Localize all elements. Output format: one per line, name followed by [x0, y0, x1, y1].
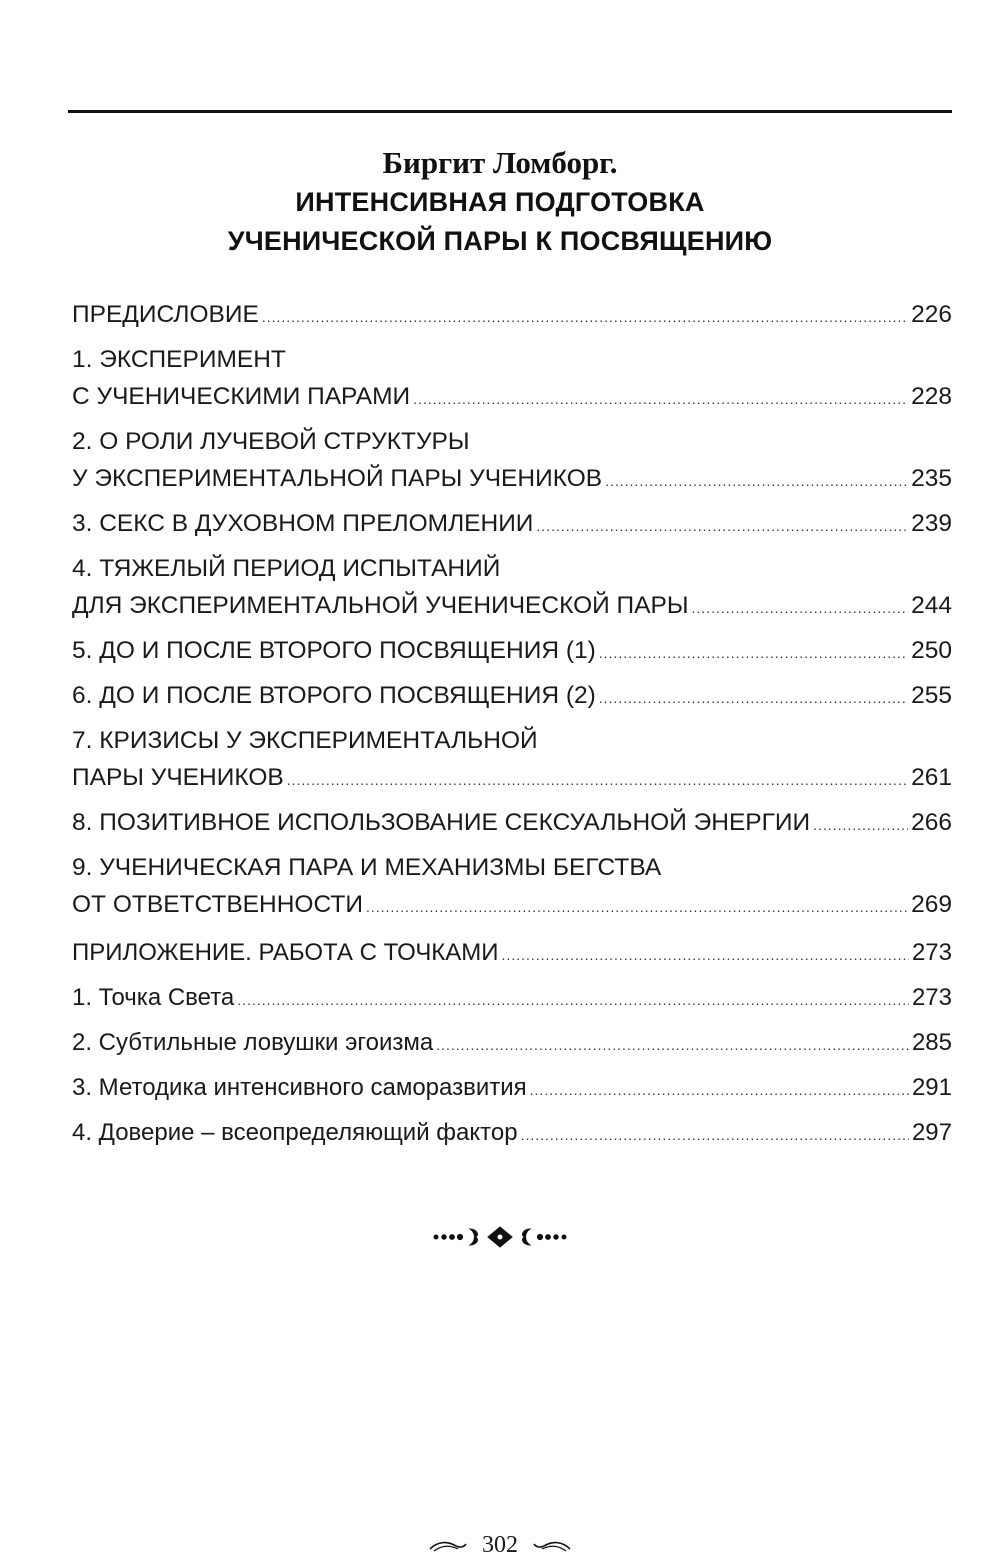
dot-leader	[605, 463, 908, 500]
toc-entry-page-number: 273	[911, 984, 952, 1011]
toc-entry[interactable]	[72, 341, 952, 418]
toc-entry[interactable]	[72, 979, 952, 1019]
toc-entry-page-number: 226	[911, 301, 952, 328]
toc-entry-title: ПРЕДИСЛОВИЕ	[72, 301, 259, 328]
dot-leader	[599, 635, 908, 672]
dot-leader	[436, 1027, 909, 1064]
toc-entry-page-number: 269	[911, 891, 952, 918]
toc-entry-title-first-line: 7. КРИЗИСЫ У ЭКСПЕРИМЕНТАЛЬНОЙ	[72, 727, 538, 754]
swirl-left-icon	[428, 1537, 468, 1555]
toc-entry-title: 1. Точка Света	[72, 984, 235, 1011]
toc-entry-line	[72, 587, 952, 627]
dot-leader	[366, 889, 908, 926]
toc-entry[interactable]	[72, 1069, 952, 1109]
toc-entry-page-number: 244	[911, 592, 952, 619]
toc-entry[interactable]	[72, 550, 952, 627]
toc-entry[interactable]	[72, 722, 952, 799]
toc-entry-title: ПРИЛОЖЕНИЕ. РАБОТА С ТОЧКАМИ	[72, 939, 499, 966]
toc-entry-line	[72, 886, 952, 926]
toc-entry-title-first-line: 2. О РОЛИ ЛУЧЕВОЙ СТРУКТУРЫ	[72, 428, 470, 455]
swirl-right-icon	[532, 1537, 572, 1555]
toc-entry[interactable]	[72, 677, 952, 717]
toc-entry[interactable]	[72, 934, 952, 974]
toc-entry[interactable]	[72, 1024, 952, 1064]
toc-entry-page-number: 255	[911, 682, 952, 709]
toc-entry-line	[72, 979, 952, 1019]
toc-entry-title-first-line: 1. ЭКСПЕРИМЕНТ	[72, 346, 286, 373]
toc-entry-page-number: 261	[911, 764, 952, 791]
toc-entry-page-number: 228	[911, 383, 952, 410]
table-of-contents	[72, 296, 952, 931]
toc-entry-title: У ЭКСПЕРИМЕНТАЛЬНОЙ ПАРЫ УЧЕНИКОВ	[72, 465, 603, 492]
toc-entry-title: ДЛЯ ЭКСПЕРИМЕНТАЛЬНОЙ УЧЕНИЧЕСКОЙ ПАРЫ	[72, 592, 689, 619]
dot-leader	[536, 508, 908, 545]
dot-leader	[530, 1072, 909, 1109]
toc-entry-line	[72, 1069, 952, 1109]
toc-entry-line	[72, 460, 952, 500]
toc-entry-title: С УЧЕНИЧЕСКИМИ ПАРАМИ	[72, 383, 411, 410]
dot-leader	[599, 680, 908, 717]
author-name: Биргит Ломборг.	[382, 145, 618, 180]
page-footer	[0, 1530, 1000, 1560]
toc-entry-title: 8. ПОЗИТИВНОЕ ИСПОЛЬЗОВАНИЕ СЕКСУАЛЬНОЙ ЭНЕРГИИ	[72, 809, 811, 836]
decorative-divider-icon	[0, 1224, 1000, 1250]
appendix-contents	[72, 934, 952, 1159]
toc-entry[interactable]	[72, 296, 952, 336]
toc-entry-title-first-line: 4. ТЯЖЕЛЫЙ ПЕРИОД ИСПЫТАНИЙ	[72, 555, 501, 582]
toc-entry-page-number: 250	[911, 637, 952, 664]
toc-entry-title: 4. Доверие – всеопределяющий фактор	[72, 1119, 518, 1146]
toc-entry-page-number: 266	[911, 809, 952, 836]
page-number: 302	[482, 1532, 518, 1558]
toc-entry[interactable]	[72, 505, 952, 545]
toc-entry-title: 3. Методика интенсивного саморазвития	[72, 1074, 527, 1101]
toc-entry-line	[72, 632, 952, 672]
toc-entry-title: 5. ДО И ПОСЛЕ ВТОРОГО ПОСВЯЩЕНИЯ (1)	[72, 637, 596, 664]
toc-entry-page-number: 285	[911, 1029, 952, 1056]
toc-entry[interactable]	[72, 1114, 952, 1154]
toc-entry[interactable]	[72, 804, 952, 844]
toc-entry-line	[72, 934, 952, 974]
toc-entry-title: 6. ДО И ПОСЛЕ ВТОРОГО ПОСВЯЩЕНИЯ (2)	[72, 682, 596, 709]
toc-entry[interactable]	[72, 632, 952, 672]
section-title-line-1: ИНТЕНСИВНАЯ ПОДГОТОВКА	[295, 187, 705, 217]
toc-entry-line	[72, 804, 952, 844]
toc-entry-line	[72, 296, 952, 336]
toc-entry-line	[72, 677, 952, 717]
section-title-line-2: УЧЕНИЧЕСКОЙ ПАРЫ К ПОСВЯЩЕНИЮ	[227, 226, 773, 256]
toc-entry-page-number: 297	[911, 1119, 952, 1146]
dot-leader	[692, 590, 909, 627]
toc-entry-page-number: 235	[911, 465, 952, 492]
toc-entry-title: ОТ ОТВЕТСТВЕННОСТИ	[72, 891, 363, 918]
section-heading	[0, 143, 1000, 261]
toc-entry-title: 3. СЕКС В ДУХОВНОМ ПРЕЛОМЛЕНИИ	[72, 510, 534, 537]
dot-leader	[813, 807, 908, 844]
toc-entry-page-number: 291	[911, 1074, 952, 1101]
toc-entry-line	[72, 1114, 952, 1154]
toc-entry-line	[72, 1024, 952, 1064]
dot-leader	[287, 762, 908, 799]
dot-leader	[413, 381, 908, 418]
dot-leader	[502, 937, 909, 974]
toc-entry[interactable]	[72, 849, 952, 926]
toc-entry-page-number: 273	[911, 939, 952, 966]
toc-entry-line	[72, 759, 952, 799]
dot-leader	[262, 299, 908, 336]
toc-entry-title: ПАРЫ УЧЕНИКОВ	[72, 764, 284, 791]
toc-entry[interactable]	[72, 423, 952, 500]
dot-leader	[521, 1117, 909, 1154]
toc-entry-page-number: 239	[911, 510, 952, 537]
toc-entry-title: 2. Субтильные ловушки эгоизма	[72, 1029, 434, 1056]
toc-entry-line	[72, 378, 952, 418]
toc-entry-title-first-line: 9. УЧЕНИЧЕСКАЯ ПАРА И МЕХАНИЗМЫ БЕГСТВА	[72, 854, 662, 881]
toc-entry-line	[72, 505, 952, 545]
top-rule	[68, 110, 952, 113]
dot-leader	[237, 982, 909, 1019]
